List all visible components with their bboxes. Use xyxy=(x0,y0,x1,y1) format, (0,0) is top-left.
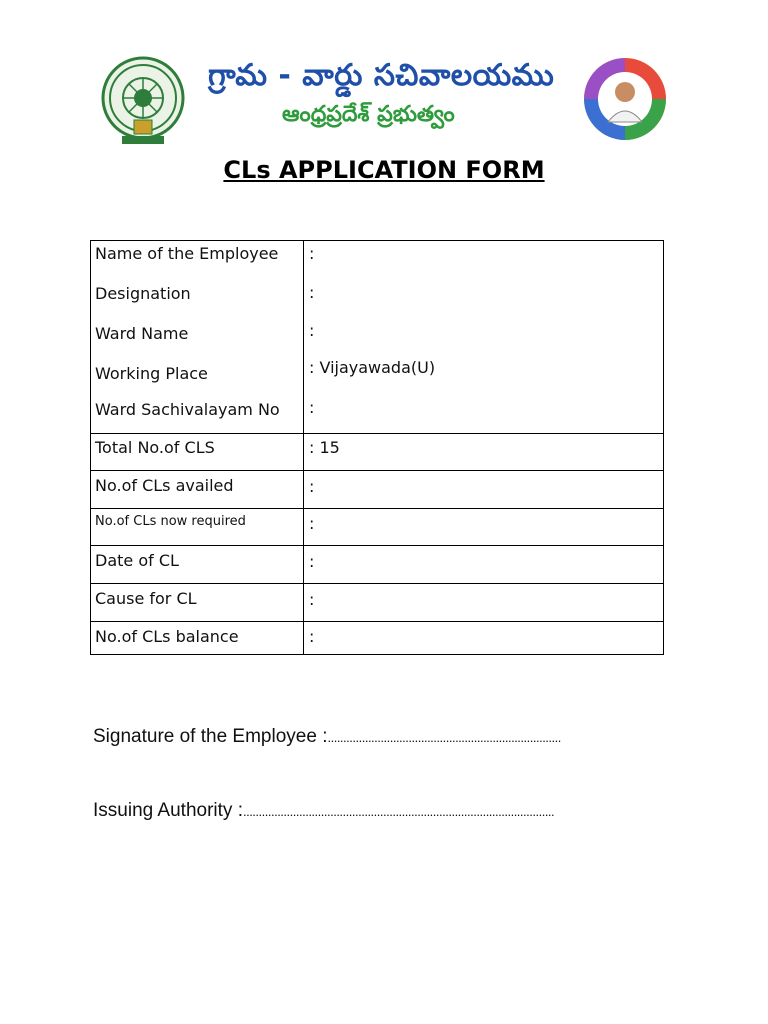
value-date-of-cl[interactable]: : xyxy=(309,552,315,571)
label-total-cls: Total No.of CLS xyxy=(95,438,215,457)
value-ward-sachivalayam-no[interactable]: : xyxy=(309,398,315,417)
navaratnalu-logo-icon xyxy=(582,56,668,142)
label-cls-now-required: No.of CLs now required xyxy=(95,514,246,529)
label-ward-name: Ward Name xyxy=(95,324,189,343)
row-divider xyxy=(91,433,663,434)
value-ward-name[interactable]: : xyxy=(309,321,315,340)
issuing-authority-field[interactable]: .................................................................................................... xyxy=(242,804,555,819)
row-divider xyxy=(91,508,663,509)
value-working-place[interactable]: : Vijayawada(U) xyxy=(309,358,436,377)
value-designation[interactable]: : xyxy=(309,283,315,302)
value-cls-now-required[interactable]: : xyxy=(309,514,315,533)
employee-signature-line xyxy=(93,726,561,748)
label-ward-sachivalayam-no: Ward Sachivalayam No xyxy=(95,400,280,419)
label-designation: Designation xyxy=(95,284,191,303)
value-cause-for-cl[interactable]: : xyxy=(309,590,315,609)
employee-signature-label: Signature of the Employee : xyxy=(93,726,328,747)
row-divider xyxy=(91,621,663,622)
issuing-authority-label: Issuing Authority : xyxy=(93,800,243,821)
row-divider xyxy=(91,583,663,584)
value-cls-availed[interactable]: : xyxy=(309,477,315,496)
value-total-cls[interactable]: : 15 xyxy=(309,438,340,457)
label-employee-name: Name of the Employee xyxy=(95,244,279,263)
page-header xyxy=(0,50,768,150)
value-cls-balance[interactable]: : xyxy=(309,627,315,646)
label-cause-for-cl: Cause for CL xyxy=(95,589,197,608)
andhra-pradesh-emblem-icon xyxy=(98,56,188,152)
label-date-of-cl: Date of CL xyxy=(95,551,179,570)
row-divider xyxy=(91,545,663,546)
employee-signature-field[interactable]: ........................................................................... xyxy=(327,730,561,745)
label-working-place: Working Place xyxy=(95,364,208,383)
header-subtitle-telugu: ఆంధ్రప్రదేశ్ ప్రభుత్వం xyxy=(282,102,455,127)
row-divider xyxy=(91,470,663,471)
column-divider xyxy=(303,241,304,654)
value-employee-name[interactable]: : xyxy=(309,244,315,263)
issuing-authority-line xyxy=(93,800,554,822)
label-cls-availed: No.of CLs availed xyxy=(95,476,234,495)
header-title-telugu: గ్రామ - వార్డు సచివాలయము xyxy=(208,58,555,93)
application-form-table xyxy=(90,240,664,655)
form-title: CLs APPLICATION FORM xyxy=(223,156,545,184)
label-cls-balance: No.of CLs balance xyxy=(95,627,239,646)
